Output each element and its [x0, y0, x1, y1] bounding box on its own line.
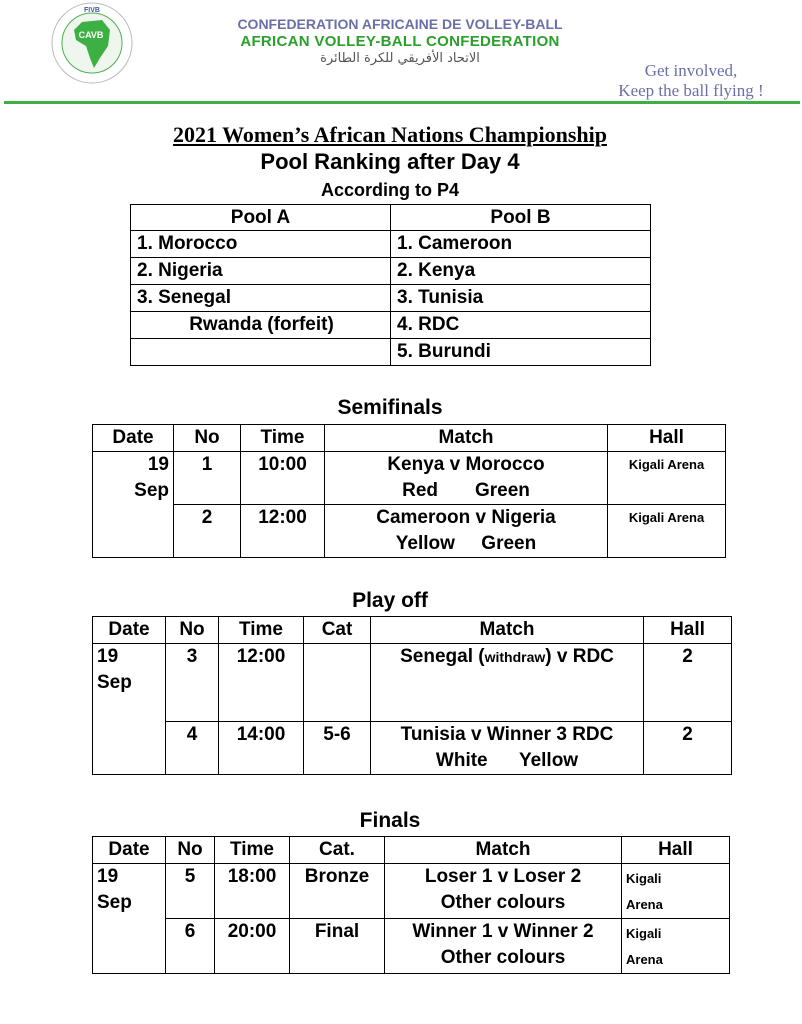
match-cell: Kenya v Morocco Red Green [325, 452, 608, 505]
table-row [93, 505, 726, 558]
cavb-logo [46, 0, 138, 86]
pool-a-cell [131, 339, 391, 366]
col-date: Date [93, 617, 166, 644]
col-time: Time [219, 617, 304, 644]
match-no: 6 [166, 919, 215, 974]
table-row [131, 231, 651, 258]
table-row [131, 258, 651, 285]
org-name-french: CONFEDERATION AFRICAINE DE VOLLEY-BALL [237, 16, 563, 32]
pool-b-cell: 1. Cameroon [391, 231, 651, 258]
date-cell: 19 Sep [93, 452, 174, 558]
hall-cell: Kigali Arena [622, 864, 730, 919]
col-hall: Hall [644, 617, 732, 644]
col-match: Match [325, 425, 608, 452]
col-no: No [174, 425, 241, 452]
match-time: 20:00 [215, 919, 290, 974]
hall-cell: 2 [644, 722, 732, 775]
svg-text:CAVB: CAVB [78, 30, 104, 40]
date-cell: 19 Sep [93, 864, 166, 974]
match-cell: Tunisia v Winner 3 RDC White Yellow [371, 722, 644, 775]
semifinals-heading: Semifinals [337, 396, 443, 419]
table-row [93, 864, 730, 919]
col-date: Date [93, 837, 166, 864]
page-title: 2021 Women’s African Nations Championship [173, 122, 607, 147]
match-cell: Senegal (withdraw) v RDC [371, 644, 644, 722]
match-no: 2 [174, 505, 241, 558]
org-name-english: AFRICAN VOLLEY-BALL CONFEDERATION [240, 33, 560, 50]
match-cell: Loser 1 v Loser 2 Other colours [385, 864, 622, 919]
slogan-line-2: Keep the ball flying ! [618, 81, 764, 100]
pool-b-cell: 2. Kenya [391, 258, 651, 285]
pool-a-cell: 1. Morocco [131, 231, 391, 258]
finals-table [92, 836, 730, 974]
col-time: Time [215, 837, 290, 864]
table-row [93, 452, 726, 505]
pool-b-cell: 5. Burundi [391, 339, 651, 366]
pool-b-cell: 3. Tunisia [391, 285, 651, 312]
table-row [93, 644, 732, 722]
match-cat: 5-6 [304, 722, 371, 775]
playoff-heading: Play off [352, 589, 428, 612]
col-date: Date [93, 425, 174, 452]
org-name-arabic: الاتحاد الأفريقي للكرة الطائرة [320, 51, 480, 66]
semifinals-table [92, 424, 726, 558]
match-time: 12:00 [241, 505, 325, 558]
col-time: Time [241, 425, 325, 452]
col-cat: Cat [304, 617, 371, 644]
col-no: No [166, 617, 219, 644]
match-no: 5 [166, 864, 215, 919]
hall-cell: Kigali Arena [608, 505, 726, 558]
ranking-basis: According to P4 [320, 180, 459, 200]
match-cat: Bronze [290, 864, 385, 919]
table-row [131, 312, 651, 339]
match-time: 10:00 [241, 452, 325, 505]
pool-ranking-table [130, 204, 651, 366]
slogan-line-1: Get involved, [644, 61, 738, 80]
pool-a-cell: 3. Senegal [131, 285, 391, 312]
date-cell: 19 Sep [93, 644, 166, 775]
col-no: No [166, 837, 215, 864]
match-no: 3 [166, 644, 219, 722]
pool-a-cell: Rwanda (forfeit) [131, 312, 391, 339]
col-match: Match [371, 617, 644, 644]
hall-cell: Kigali Arena [622, 919, 730, 974]
match-cell: Cameroon v Nigeria Yellow Green [325, 505, 608, 558]
pool-b-header: Pool B [391, 205, 651, 231]
pool-b-cell: 4. RDC [391, 312, 651, 339]
hall-cell: 2 [644, 644, 732, 722]
table-row [93, 722, 732, 775]
col-cat: Cat. [290, 837, 385, 864]
col-hall: Hall [608, 425, 726, 452]
match-time: 12:00 [219, 644, 304, 722]
col-hall: Hall [622, 837, 730, 864]
match-cell: Winner 1 v Winner 2 Other colours [385, 919, 622, 974]
match-time: 18:00 [215, 864, 290, 919]
match-no: 4 [166, 722, 219, 775]
pool-a-header: Pool A [131, 205, 391, 231]
match-cat: Final [290, 919, 385, 974]
hall-cell: Kigali Arena [608, 452, 726, 505]
col-match: Match [385, 837, 622, 864]
match-cat [304, 644, 371, 722]
svg-text:FIVB: FIVB [84, 7, 100, 14]
table-row [131, 339, 651, 366]
playoff-table [92, 616, 732, 775]
pool-a-cell: 2. Nigeria [131, 258, 391, 285]
table-row [93, 919, 730, 974]
match-time: 14:00 [219, 722, 304, 775]
finals-heading: Finals [359, 809, 421, 832]
table-row [131, 285, 651, 312]
page-subtitle: Pool Ranking after Day 4 [260, 149, 520, 174]
match-no: 1 [174, 452, 241, 505]
header-divider [4, 101, 800, 104]
